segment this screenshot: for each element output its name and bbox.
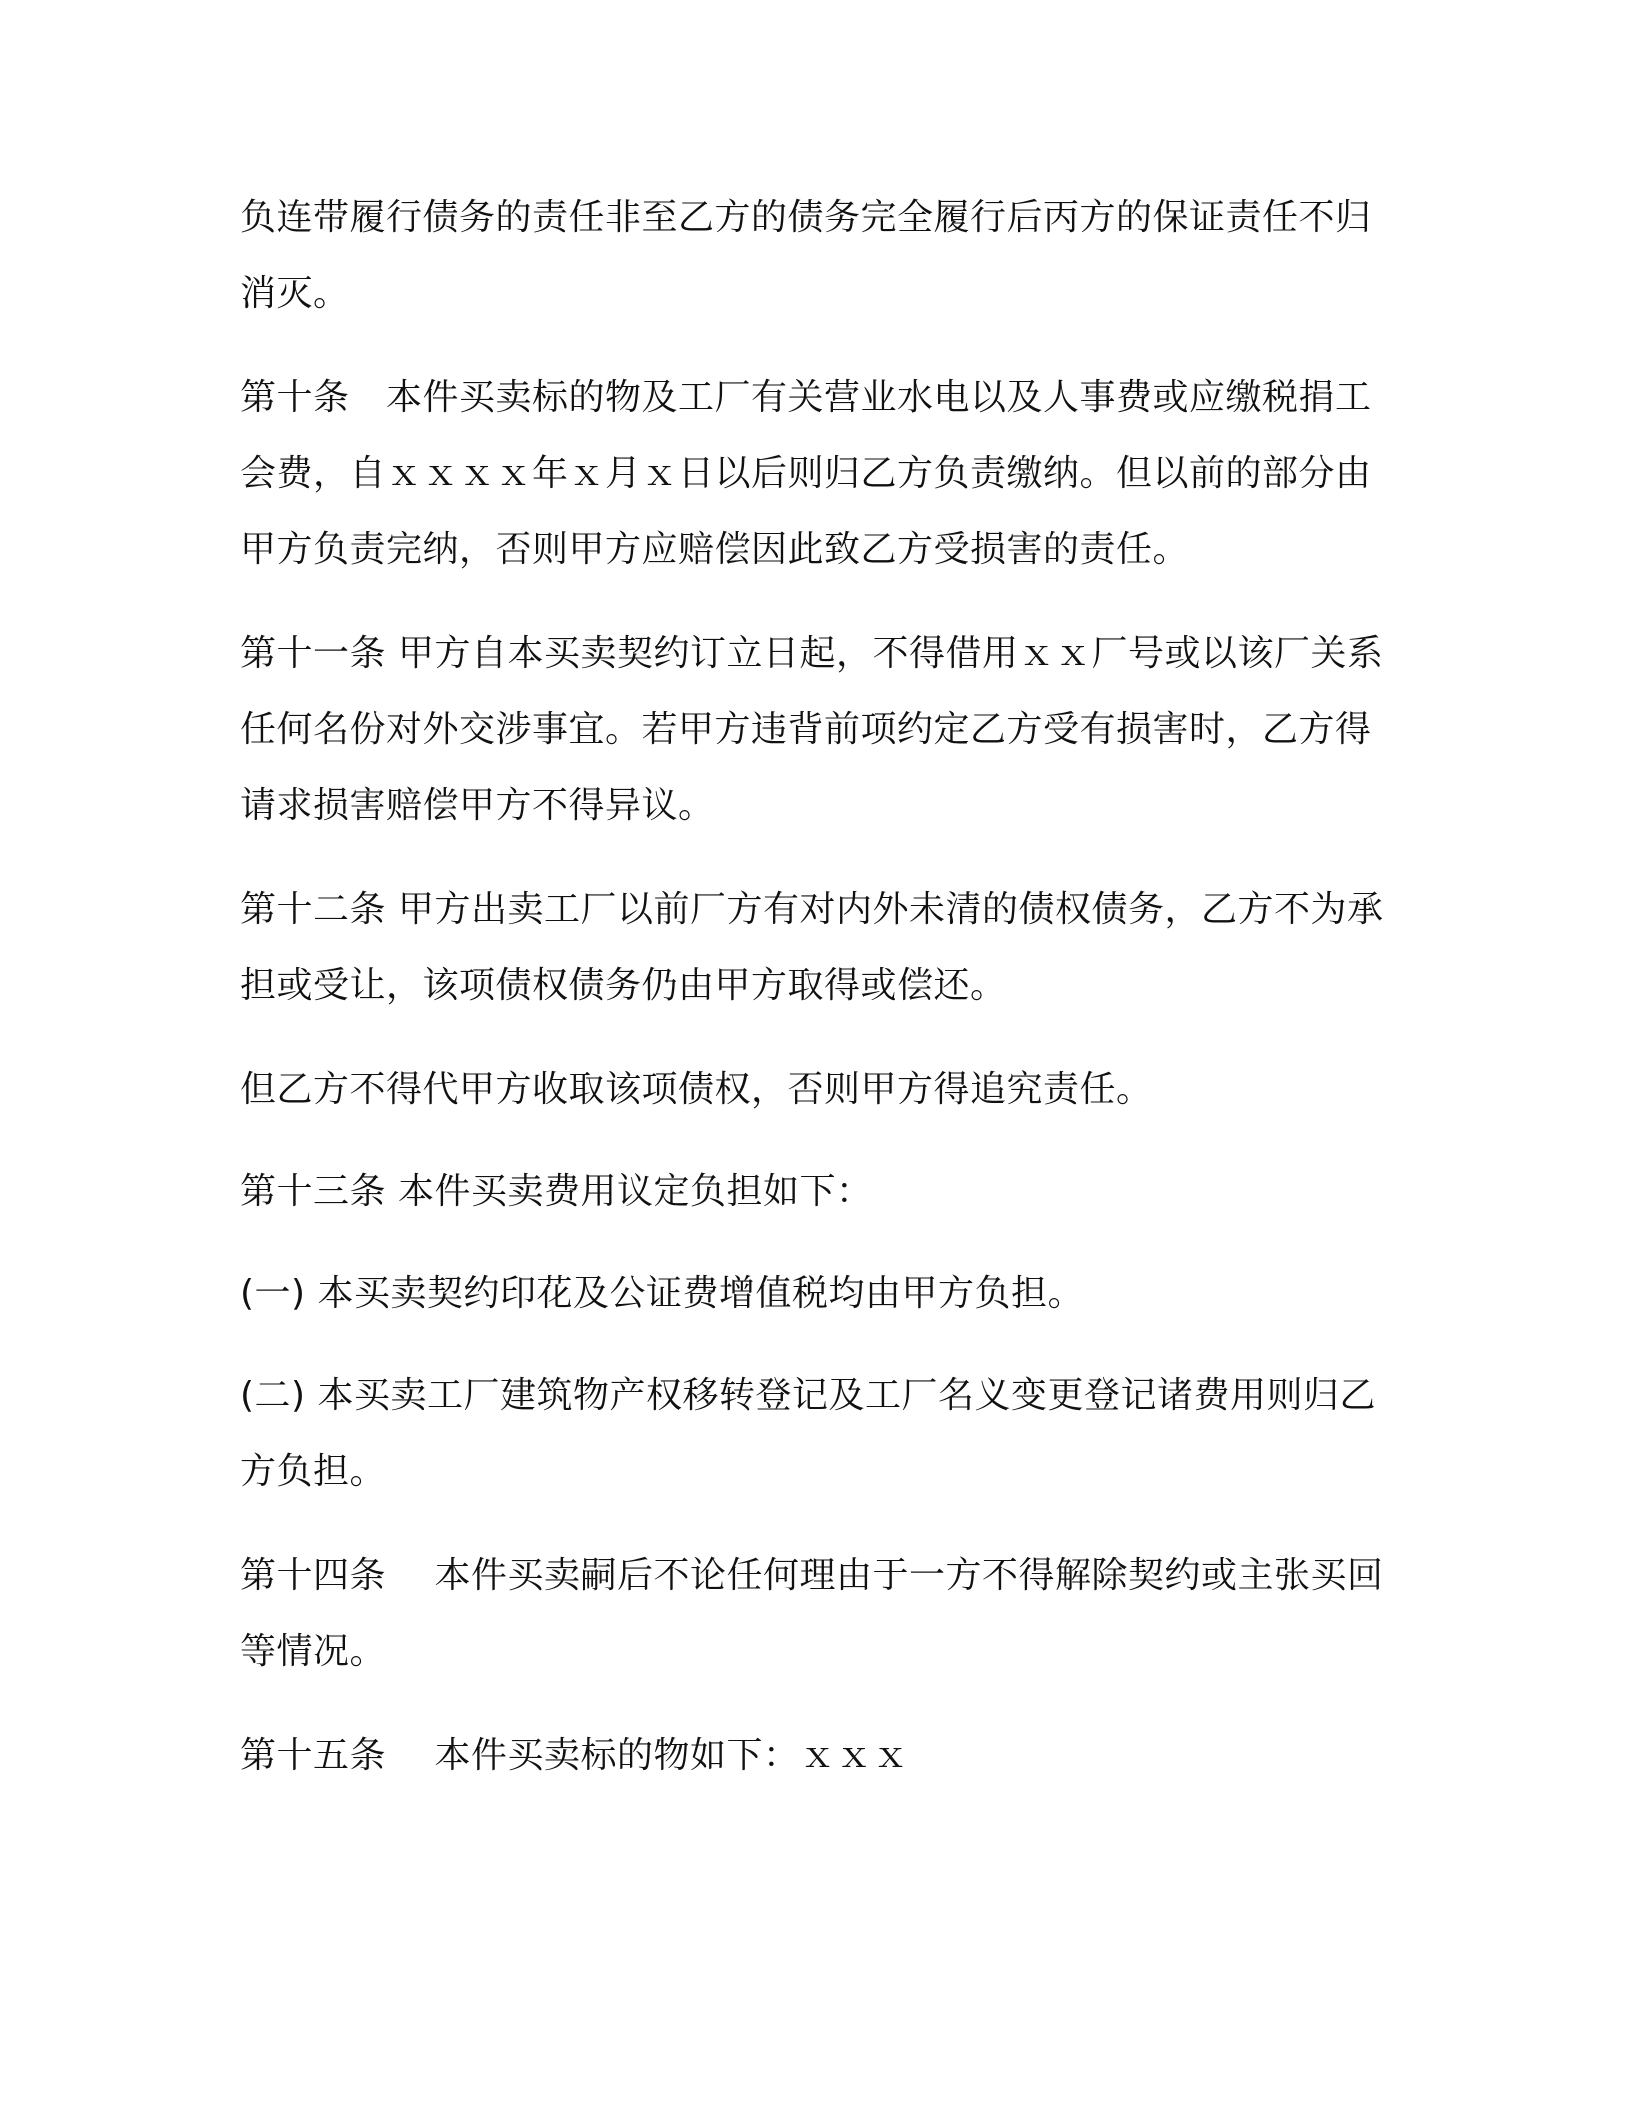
paragraph-article-12: 第十二条 甲方出卖工厂以前厂方有对内外未清的债权债务，乙方不为承担或受让，该项债权债务仍由甲方取得或偿还。	[240, 889, 1384, 1006]
paragraph-article-11: 第十一条 甲方自本买卖契约订立日起，不得借用ｘｘ厂号或以该厂关系任何名份对外交涉事宜。若甲方违背前项约定乙方受有损害时，乙方得请求损害赔偿甲方不得异议。	[240, 633, 1384, 826]
paragraph-article-15: 第十五条 本件买卖标的物如下：ｘｘｘ	[240, 1735, 909, 1776]
document-body	[240, 180, 1390, 1820]
paragraph-article-13: 第十三条 本件买卖费用议定负担如下：	[240, 1171, 873, 1212]
paragraph-article-13-item-2: (二) 本买卖工厂建筑物产权移转登记及工厂名义变更登记诸费用则归乙方负担。	[240, 1375, 1377, 1492]
paragraph-article-12-note: 但乙方不得代甲方收取该项债权，否则甲方得追究责任。	[240, 1069, 1153, 1110]
paragraph-article-13-item-1: (一) 本买卖契约印花及公证费增值税均由甲方负担。	[240, 1273, 1085, 1314]
paragraph-article-14: 第十四条 本件买卖嗣后不论任何理由于一方不得解除契约或主张买回等情况。	[240, 1555, 1384, 1672]
paragraph-guarantee-continuation: 负连带履行债务的责任非至乙方的债务完全履行后丙方的保证责任不归消灭。	[240, 197, 1372, 314]
paragraph-article-10: 第十条 本件买卖标的物及工厂有关营业水电以及人事费或应缴税捐工会费，自ｘｘｘｘ年ｘ月ｘ日以后则归乙方负责缴纳。但以前的部分由甲方负责完纳，否则甲方应赔偿因此致乙方受损害的责任。	[240, 377, 1372, 570]
